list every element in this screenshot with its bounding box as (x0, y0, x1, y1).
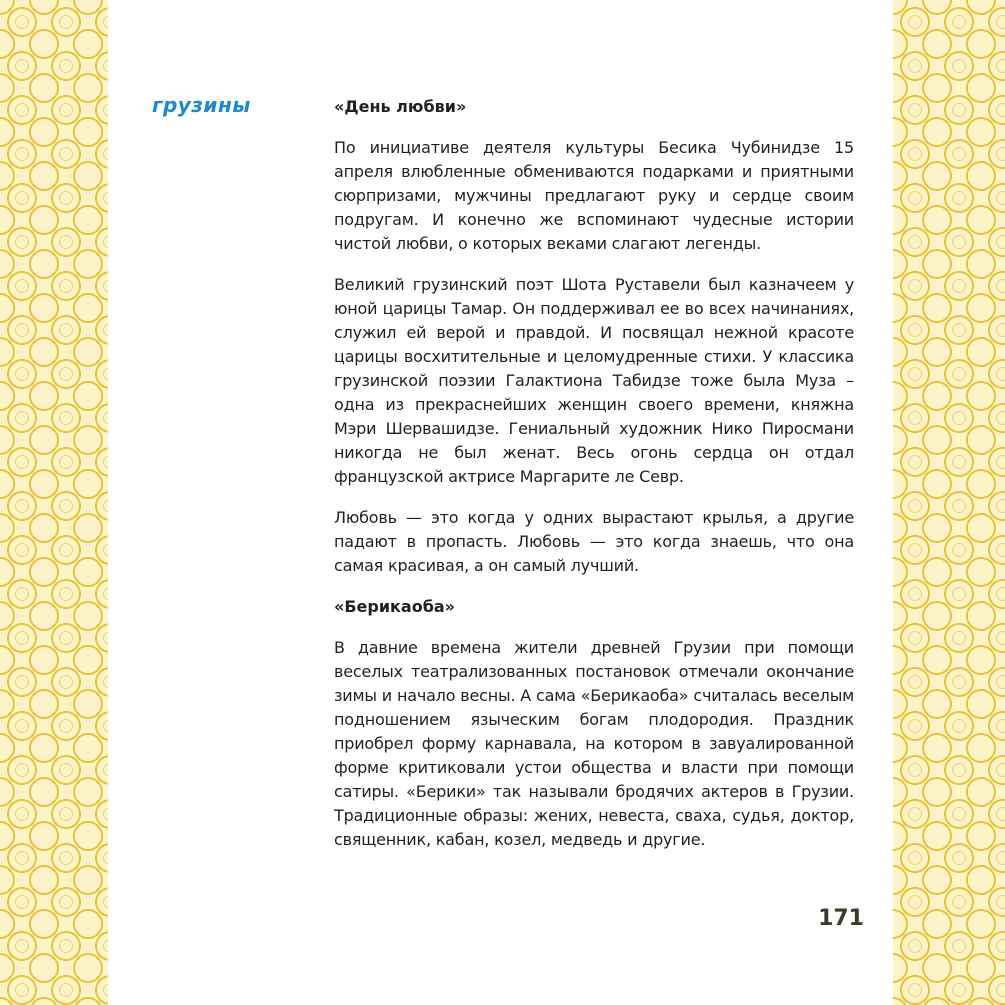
paragraph: В давние времена жители древней Грузии при помощи веселых театрализованных постановок отмечали окончание зимы и начало весны. А сама «Берикаоба» считалась веселым подношением языческим богам плодородия. Праздник приобрел форму карнавала, на котором в завуалированной форме критиковали устои общества и власти при помощи сатиры. «Берики» так называли бродячих актеров в Грузии. Традиционные образы: жених, невеста, сваха, судья, доктор, священник, кабан, козел, медведь и другие. (334, 638, 854, 849)
paragraph: По инициативе деятеля культуры Бесика Чубинидзе 15 апреля влюбленные обмениваются подарками и приятными сюрпризами, мужчины предлагают руку и сердце своим подругам. И конечно же вспоминают чудесные истории чистой любви, о которых веками слагают легенды. (334, 138, 854, 253)
section-berikaoba (334, 595, 854, 852)
page-content (334, 95, 854, 869)
paragraph: Любовь — это когда у одних вырастают крылья, а другие падают в пропасть. Любовь — это когда знаешь, что она самая красивая, а он самый лучший. (334, 508, 854, 575)
section-den-lyubvi (334, 95, 854, 578)
running-head: грузины (152, 93, 251, 117)
decorative-border-right (893, 0, 1005, 1005)
section-heading: «Берикаоба» (334, 597, 455, 616)
paragraph: Великий грузинский поэт Шота Руставели был казначеем у юной царицы Тамар. Он поддерживал ее во всех начинаниях, служил ей верой и правдой. И посвящал нежной красоте царицы восхитительные и целомудренные стихи. У классика грузинской поэзии Галактиона Табидзе тоже была Муза – одна из прекраснейших женщин своего времени, княжна Мэри Шервашидзе. Гениальный художник Нико Пиросмани никогда не был женат. Весь огонь сердца он отдал французской актрисе Маргарите ле Севр. (334, 275, 854, 486)
section-heading: «День любви» (334, 97, 467, 116)
decorative-border-left (0, 0, 108, 1005)
page-number: 171 (818, 906, 864, 931)
